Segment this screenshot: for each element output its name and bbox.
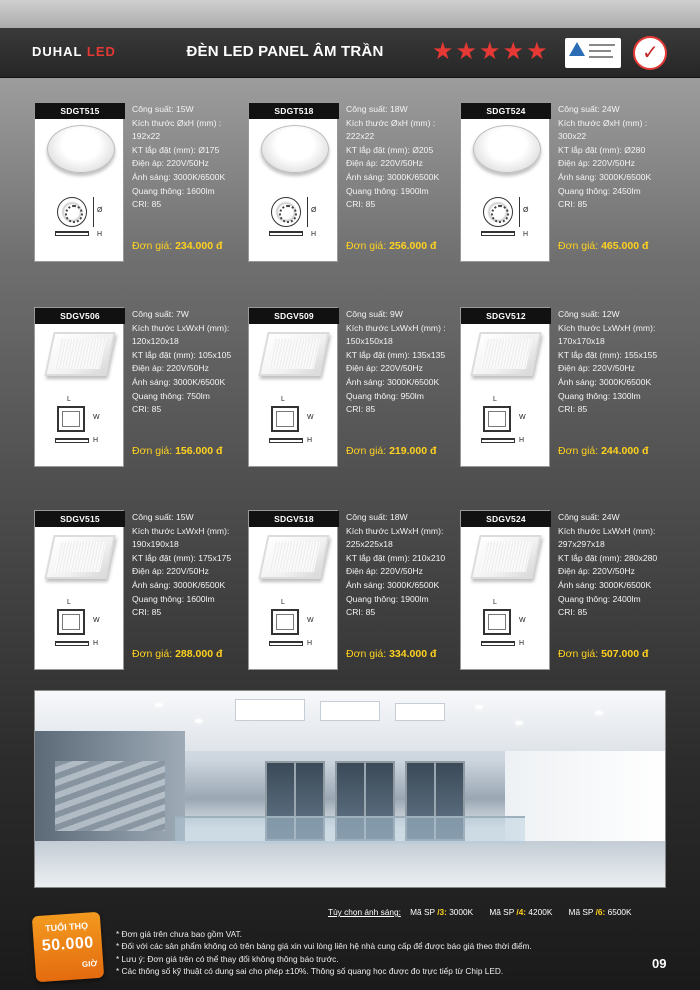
spec-size-value: 297x297x18: [558, 539, 605, 550]
product-image-card: [248, 307, 338, 467]
spec-install: KT lắp đặt (mm): 105x105: [132, 349, 232, 360]
product-specs: [346, 511, 468, 620]
spec-light: Ánh sáng: 3000K/6500K: [132, 579, 226, 590]
spec-install: KT lắp đặt (mm): 175x175: [132, 552, 232, 563]
product-card: [34, 307, 249, 467]
square-panel-image: [258, 535, 329, 579]
spec-power: Công suất: 9W: [346, 309, 403, 319]
product-image-card: [460, 307, 550, 467]
product-card: [248, 510, 463, 670]
spec-power: Công suất: 24W: [558, 512, 620, 522]
product-price: Đơn giá: 465.000 đ: [558, 240, 649, 252]
page-number: 09: [652, 956, 667, 971]
spec-voltage: Điện áp: 220V/50Hz: [346, 158, 423, 169]
spec-flux: Quang thông: 1300lm: [558, 390, 641, 401]
spec-cri: CRI: 85: [346, 404, 376, 415]
dimension-diagram: L W H: [475, 603, 541, 653]
spec-size-value: 120x120x18: [132, 336, 179, 347]
spec-size-label: Kích thước LxWxH (mm) :: [346, 322, 446, 333]
spec-flux: Quang thông: 1600lm: [132, 185, 215, 196]
product-card: [460, 102, 675, 262]
spec-cri: CRI: 85: [132, 607, 162, 618]
product-price: Đơn giá: 244.000 đ: [558, 445, 649, 457]
note: * Lưu ý: Đơn giá trên có thể thay đổi không thông báo trước.: [116, 953, 339, 964]
spec-flux: Quang thông: 1600lm: [132, 593, 215, 604]
product-code: SDGT518: [249, 103, 339, 119]
spec-light: Ánh sáng: 3000K/6500K: [132, 171, 226, 182]
spec-power: Công suất: 18W: [346, 104, 408, 114]
product-price: Đơn giá: 288.000 đ: [132, 648, 223, 660]
product-specs: [346, 308, 468, 417]
spec-size-value: 225x225x18: [346, 539, 393, 550]
square-panel-image: [470, 332, 541, 376]
product-card: [460, 510, 675, 670]
spec-size-label: Kích thước LxWxH (mm):: [132, 322, 230, 333]
product-price: Đơn giá: 156.000 đ: [132, 445, 223, 457]
product-code: SDGT524: [461, 103, 551, 119]
spec-size-value: 192x22: [132, 131, 161, 142]
spec-install: KT lắp đặt (mm): Ø205: [346, 144, 434, 155]
spec-size-value: 150x150x18: [346, 336, 393, 347]
spec-cri: CRI: 85: [346, 607, 376, 618]
spec-power: Công suất: 12W: [558, 309, 620, 319]
product-image-card: [248, 102, 338, 262]
spec-light: Ánh sáng: 3000K/6500K: [346, 171, 440, 182]
product-image-card: [248, 510, 338, 670]
rating-stars: [432, 38, 548, 66]
product-price: Đơn giá: 507.000 đ: [558, 648, 649, 660]
spec-voltage: Điện áp: 220V/50Hz: [346, 566, 423, 577]
spec-flux: Quang thông: 1900lm: [346, 185, 429, 196]
spec-voltage: Điện áp: 220V/50Hz: [132, 363, 209, 374]
spec-install: KT lắp đặt (mm): 155x155: [558, 349, 658, 360]
spec-flux: Quang thông: 2450lm: [558, 185, 641, 196]
spec-light: Ánh sáng: 3000K/6500K: [132, 376, 226, 387]
spec-voltage: Điện áp: 220V/50Hz: [558, 363, 635, 374]
brand-logo: DUHAL LED: [32, 44, 116, 59]
spec-cri: CRI: 85: [558, 199, 588, 210]
light-options: Tùy chọn ánh sáng: Mã SP /3: 3000K Mã SP /4: 4200K Mã SP /6: 6500K: [328, 907, 632, 917]
spec-flux: Quang thông: 2400lm: [558, 593, 641, 604]
spec-power: Công suất: 15W: [132, 512, 194, 522]
spec-size-label: Kích thước LxWxH (mm):: [558, 525, 656, 536]
page-header: [0, 28, 700, 78]
product-specs: [132, 308, 254, 417]
square-panel-image: [258, 332, 329, 376]
spec-power: Công suất: 7W: [132, 309, 189, 319]
spec-cri: CRI: 85: [132, 404, 162, 415]
spec-flux: Quang thông: 950lm: [346, 390, 424, 401]
product-card: [34, 102, 249, 262]
dimension-diagram: L W H: [49, 603, 115, 653]
product-price: Đơn giá: 234.000 đ: [132, 240, 223, 252]
product-image-card: [34, 102, 124, 262]
spec-install: KT lắp đặt (mm): 280x280: [558, 552, 658, 563]
footnotes: [116, 928, 636, 978]
product-code: SDGV512: [461, 308, 551, 324]
certification-logo: [565, 38, 621, 68]
note: * Đơn giá trên chưa bao gồm VAT.: [116, 929, 242, 939]
spec-flux: Quang thông: 750lm: [132, 390, 210, 401]
spec-voltage: Điện áp: 220V/50Hz: [132, 158, 209, 169]
product-code: SDGT515: [35, 103, 125, 119]
product-code: SDGV509: [249, 308, 339, 324]
product-image-card: [34, 307, 124, 467]
spec-power: Công suất: 18W: [346, 512, 408, 522]
note: * Các thông số kỹ thuật có dung sai cho phép ±10%. Thông số quang học được đo trực tiếp từ Chip LED.: [116, 966, 504, 977]
spec-install: KT lắp đặt (mm): 210x210: [346, 552, 446, 563]
product-specs: [346, 103, 468, 212]
product-code: SDGV518: [249, 511, 339, 527]
spec-cri: CRI: 85: [558, 607, 588, 618]
dimension-diagram: Ø H: [263, 195, 329, 245]
dimension-diagram: L W H: [263, 400, 329, 450]
round-panel-image: [261, 125, 329, 173]
product-card: [34, 510, 249, 670]
product-card: [460, 307, 675, 467]
product-specs: [558, 511, 680, 620]
product-card: [248, 307, 463, 467]
spec-cri: CRI: 85: [558, 404, 588, 415]
product-code: SDGV506: [35, 308, 125, 324]
spec-size-value: 190x190x18: [132, 539, 179, 550]
lifetime-badge: TUỔI THỌ 50.000 GIỜ: [32, 912, 104, 983]
spec-size-label: Kích thước LxWxH (mm):: [346, 525, 444, 536]
spec-light: Ánh sáng: 3000K/6500K: [558, 579, 652, 590]
spec-install: KT lắp đặt (mm): Ø280: [558, 144, 646, 155]
spec-size-label: Kích thước LxWxH (mm):: [558, 322, 656, 333]
spec-cri: CRI: 85: [346, 199, 376, 210]
spec-size-value: 300x22: [558, 131, 587, 142]
star-icon: ★: [479, 38, 501, 65]
note: * Đối với các sản phẩm không có trên bảng giá xin vui lòng liên hệ nhà cung cấp để được báo giá theo thời điểm.: [116, 941, 532, 952]
spec-light: Ánh sáng: 3000K/6500K: [558, 171, 652, 182]
spec-size-value: 222x22: [346, 131, 375, 142]
dimension-diagram: L W H: [475, 400, 541, 450]
product-price: Đơn giá: 219.000 đ: [346, 445, 437, 457]
product-specs: [132, 511, 254, 620]
showroom-photo: [34, 690, 666, 888]
spec-voltage: Điện áp: 220V/50Hz: [132, 566, 209, 577]
star-icon: ★: [455, 38, 478, 65]
spec-size-label: Kích thước ØxH (mm) :: [346, 117, 436, 128]
product-specs: [558, 308, 680, 417]
star-icon: ★: [526, 38, 548, 65]
spec-size-label: Kích thước ØxH (mm) :: [132, 117, 222, 128]
spec-install: KT lắp đặt (mm): Ø175: [132, 144, 220, 155]
star-icon: ★: [502, 38, 525, 65]
square-panel-image: [470, 535, 541, 579]
dimension-diagram: Ø H: [49, 195, 115, 245]
square-panel-image: [44, 535, 115, 579]
product-card: [248, 102, 463, 262]
spec-power: Công suất: 24W: [558, 104, 620, 114]
spec-light: Ánh sáng: 3000K/6500K: [346, 376, 440, 387]
dimension-diagram: Ø H: [475, 195, 541, 245]
product-image-card: [460, 510, 550, 670]
spec-power: Công suất: 15W: [132, 104, 194, 114]
product-code: SDGV524: [461, 511, 551, 527]
spec-voltage: Điện áp: 220V/50Hz: [558, 566, 635, 577]
spec-size-label: Kích thước LxWxH (mm):: [132, 525, 230, 536]
product-specs: [132, 103, 254, 212]
spec-voltage: Điện áp: 220V/50Hz: [558, 158, 635, 169]
square-panel-image: [44, 332, 115, 376]
product-price: Đơn giá: 256.000 đ: [346, 240, 437, 252]
spec-voltage: Điện áp: 220V/50Hz: [346, 363, 423, 374]
star-icon: ★: [432, 38, 454, 65]
product-price: Đơn giá: 334.000 đ: [346, 648, 437, 660]
dimension-diagram: L W H: [49, 400, 115, 450]
page-title: ĐÈN LED PANEL ÂM TRẦN: [186, 43, 384, 60]
dimension-diagram: L W H: [263, 603, 329, 653]
spec-size-label: Kích thước ØxH (mm) :: [558, 117, 648, 128]
spec-light: Ánh sáng: 3000K/6500K: [346, 579, 440, 590]
spec-size-value: 170x170x18: [558, 336, 605, 347]
product-image-card: [460, 102, 550, 262]
spec-install: KT lắp đặt (mm): 135x135: [346, 349, 446, 360]
round-panel-image: [47, 125, 115, 173]
spec-cri: CRI: 85: [132, 199, 162, 210]
round-panel-image: [473, 125, 541, 173]
product-specs: [558, 103, 680, 212]
product-code: SDGV515: [35, 511, 125, 527]
spec-flux: Quang thông: 1900lm: [346, 593, 429, 604]
spec-light: Ánh sáng: 3000K/6500K: [558, 376, 652, 387]
product-image-card: [34, 510, 124, 670]
quality-award-logo: ✓: [633, 36, 667, 70]
